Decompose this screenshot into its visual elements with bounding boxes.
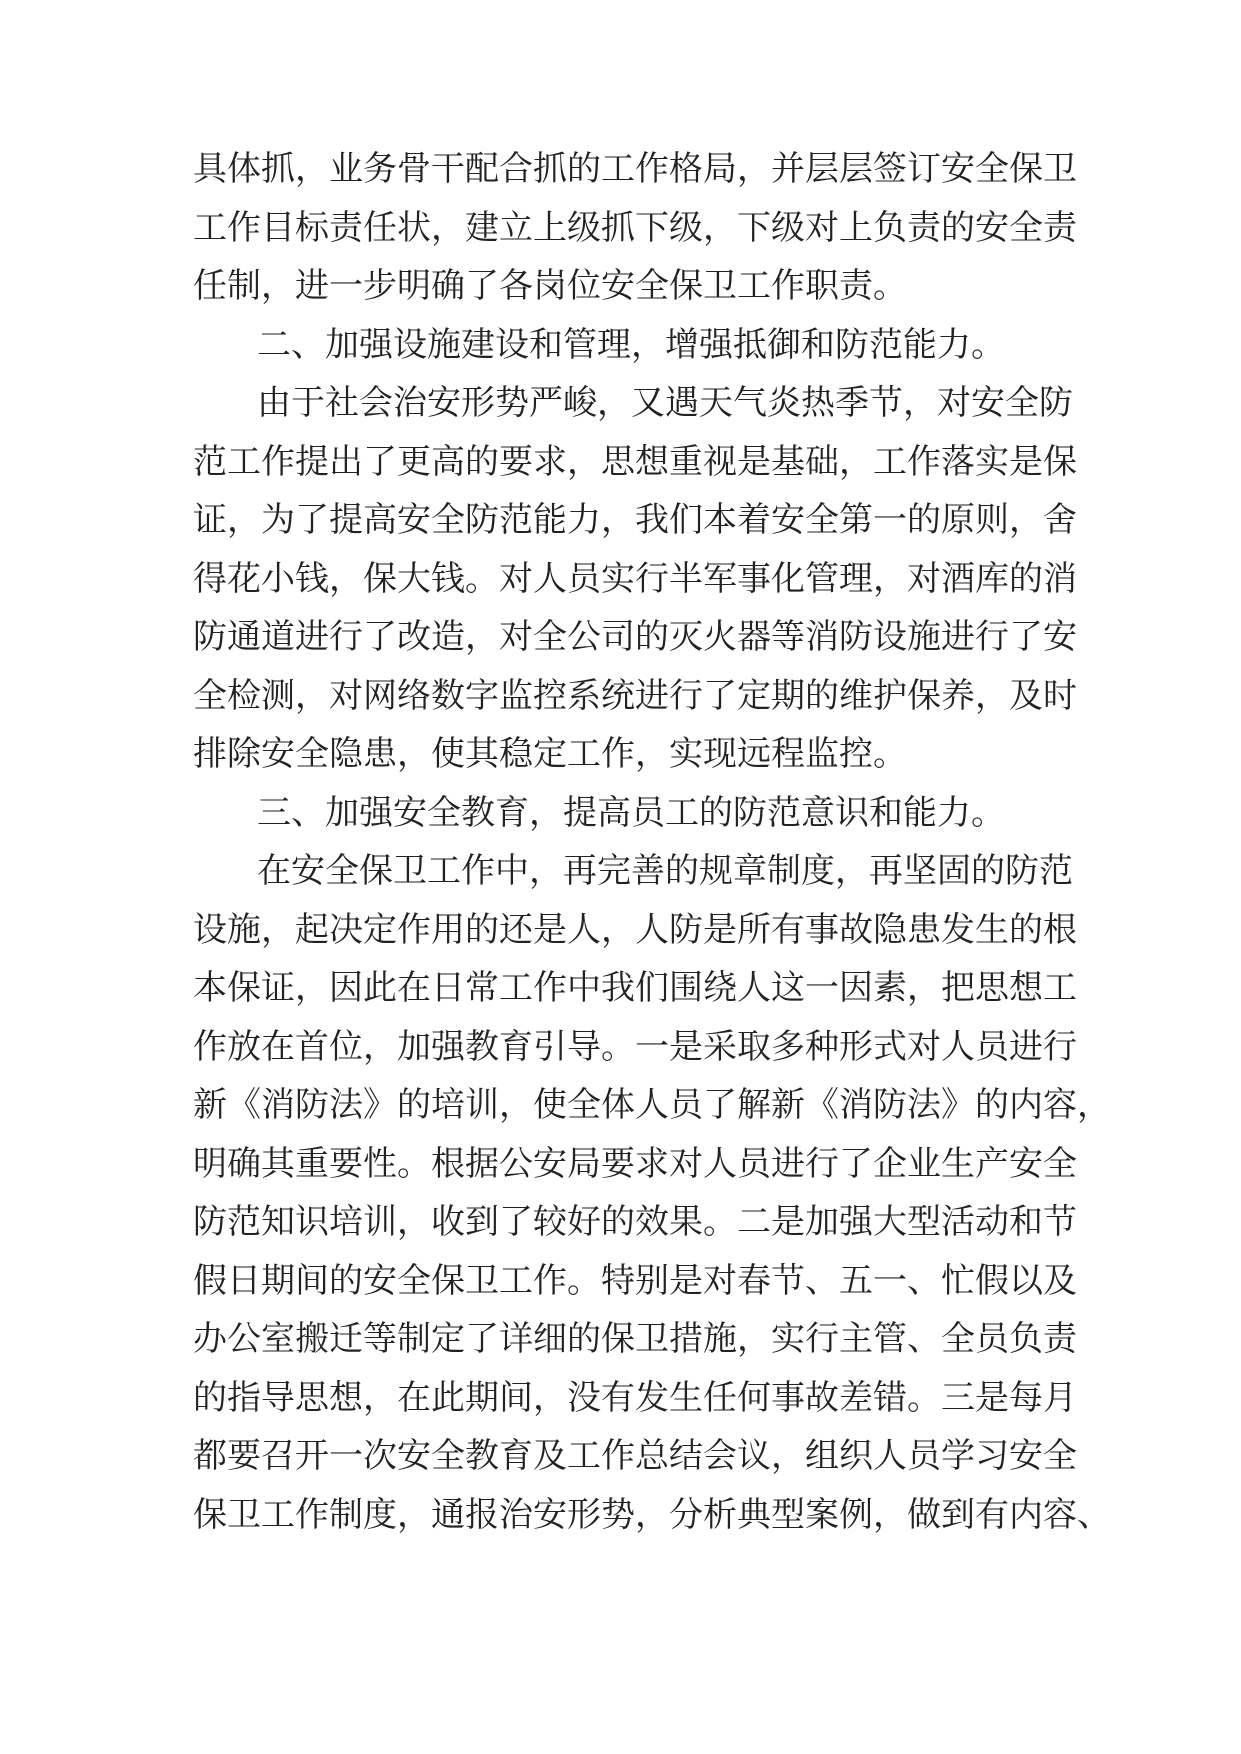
text-line: 办公室搬迁等制定了详细的保卫措施，实行主管、全员负责 xyxy=(193,1319,1077,1359)
paragraph-first-line: 二、加强设施建设和管理，增强抵御和防范能力。 xyxy=(257,324,1005,365)
text-line: 排除安全隐患，使其稳定工作，实现远程监控。 xyxy=(193,734,907,774)
text-line: 假日期间的安全保卫工作。特别是对春节、五一、忙假以及 xyxy=(193,1260,1077,1301)
text-line: 全检测，对网络数字监控系统进行了定期的维护保养，及时 xyxy=(193,675,1077,716)
paragraph-first-line: 由于社会治安形势严峻，又遇天气炎热季节，对安全防 xyxy=(257,383,1073,423)
text-line: 得花小钱，保大钱。对人员实行半军事化管理，对酒库的消 xyxy=(193,558,1077,599)
paragraph-first-line: 三、加强安全教育，提高员工的防范意识和能力。 xyxy=(257,792,1005,833)
text-line: 的指导思想，在此期间，没有发生任何事故差错。三是每月 xyxy=(193,1377,1077,1418)
text-line: 具体抓，业务骨干配合抓的工作格局，并层层签订安全保卫 xyxy=(193,149,1077,189)
text-line: 都要召开一次安全教育及工作总结会议，组织人员学习安全 xyxy=(193,1436,1077,1476)
text-line: 任制，进一步明确了各岗位安全保卫工作职责。 xyxy=(193,266,907,306)
text-line: 作放在首位，加强教育引导。一是采取多种形式对人员进行 xyxy=(193,1026,1077,1067)
text-line: 工作目标责任状，建立上级抓下级，下级对上负责的安全责 xyxy=(193,207,1077,248)
text-line: 设施，起决定作用的还是人，人防是所有事故隐患发生的根 xyxy=(193,909,1077,950)
text-line: 防通道进行了改造，对全公司的灭火器等消防设施进行了安 xyxy=(193,617,1077,657)
text-line: 本保证，因此在日常工作中我们围绕人这一因素，把思想工 xyxy=(193,968,1077,1008)
text-line: 范工作提出了更高的要求，思想重视是基础，工作落实是保 xyxy=(193,441,1077,482)
paragraph-first-line: 在安全保卫工作中，再完善的规章制度，再坚固的防范 xyxy=(257,851,1073,891)
document-body xyxy=(193,140,1111,1544)
text-line: 防范知识培训，收到了较好的效果。二是加强大型活动和节 xyxy=(193,1202,1077,1242)
text-line: 新《消防法》的培训，使全体人员了解新《消防法》的内容， xyxy=(193,1085,1111,1125)
text-line: 保卫工作制度，通报治安形势，分析典型案例，做到有内容、 xyxy=(193,1494,1111,1535)
text-line: 明确其重要性。根据公安局要求对人员进行了企业生产安全 xyxy=(193,1143,1077,1184)
text-line: 证，为了提高安全防范能力，我们本着安全第一的原则，舍 xyxy=(193,500,1077,540)
